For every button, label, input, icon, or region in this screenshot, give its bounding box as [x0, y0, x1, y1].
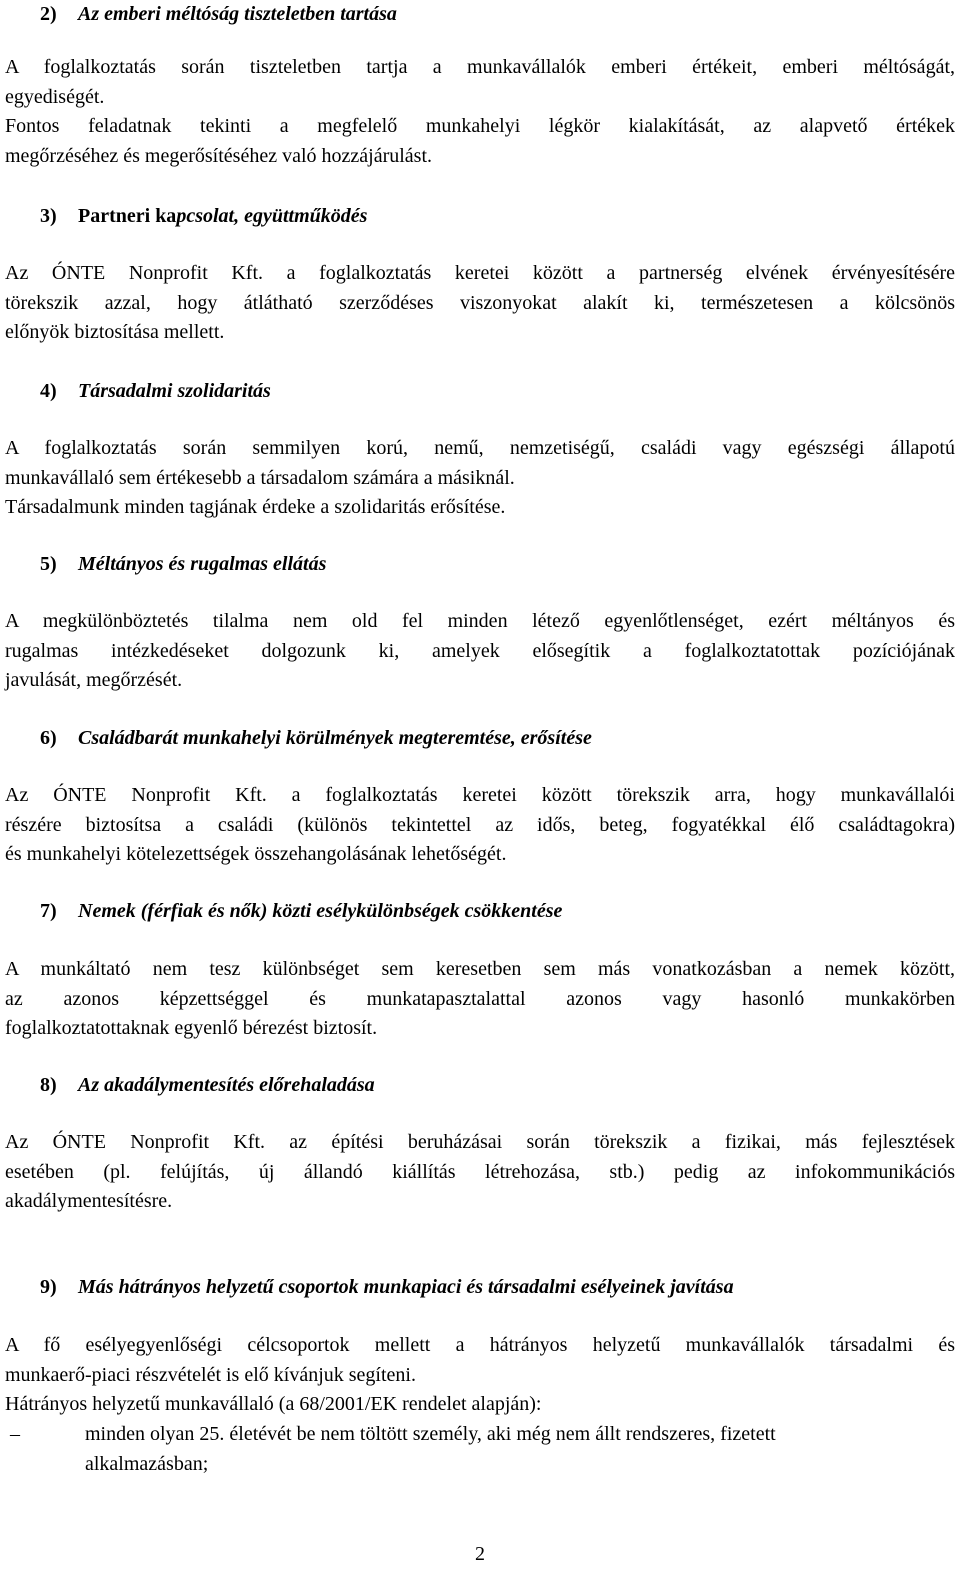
section-title: Más hátrányos helyzetű csoportok munkapiaci és társadalmi esélyeinek javítása [78, 1276, 734, 1298]
text-line: A munkáltató nem tesz különbséget sem keresetben sem más vonatkozásban a nemek között, [5, 958, 955, 980]
section-title: Az akadálymentesítés előrehaladása [78, 1074, 375, 1096]
section-title-italic: pcsolat, együttműködés [176, 205, 368, 227]
text-line: A fő esélyegyenlőségi célcsoportok mellett a hátrányos helyzetű munkavállalók társadalmi és [5, 1334, 955, 1356]
section-number: 4) [40, 380, 57, 402]
text-line: és munkahelyi kötelezettségek összehangolásának lehetőségét. [5, 843, 507, 865]
paragraph-7 [5, 955, 955, 1044]
text-line: Hátrányos helyzetű munkavállaló (a 68/2001/EK rendelet alapján): [5, 1393, 542, 1415]
text-line: Társadalmunk minden tagjának érdeke a szolidaritás erősítése. [5, 496, 506, 518]
section-heading-2 [40, 3, 397, 26]
page-number: 2 [475, 1543, 485, 1565]
section-heading-3 [40, 205, 367, 228]
text-line: munkaerő-piaci részvételét is elő kívánjuk segíteni. [5, 1363, 416, 1386]
section-title-plain: Partneri ka [78, 205, 177, 227]
section-number: 8) [40, 1074, 57, 1096]
text-line: A megkülönböztetés tilalma nem old fel minden létező egyenlőtlenséget, ezért méltányos és [5, 610, 955, 632]
text-line: esetében (pl. felújítás, új állandó kiállítás létrehozása, stb.) pedig az infokommunikációs [5, 1160, 955, 1183]
text-line: az azonos képzettséggel és munkatapasztalattal azonos vagy hasonló munkakörben [5, 987, 955, 1010]
section-number: 2) [40, 3, 57, 25]
section-heading-9 [40, 1276, 734, 1299]
section-title: Nemek (férfiak és nők) közti esélykülönbségek csökkentése [78, 900, 563, 922]
list-item [5, 1420, 955, 1480]
paragraph-2 [5, 53, 955, 171]
text-line: megőrzéséhez és megerősítéséhez való hozzájárulást. [5, 144, 433, 167]
section-heading-4 [40, 380, 271, 403]
text-line: Az ÓNTE Nonprofit Kft. az építési beruházásai során törekszik a fizikai, más fejlesztések [5, 1131, 955, 1153]
section-number: 5) [40, 553, 57, 575]
paragraph-4 [5, 434, 955, 523]
text-line: foglalkoztatottaknak egyenlő bérezést biztosít. [5, 1017, 378, 1039]
text-line: Az ÓNTE Nonprofit Kft. a foglalkoztatás keretei között törekszik arra, hogy munkavállalói [5, 784, 955, 806]
dash-bullet: – [10, 1423, 20, 1445]
text-line: Az ÓNTE Nonprofit Kft. a foglalkoztatás keretei között a partnerség elvének érvényesítésére [5, 262, 955, 284]
section-heading-8 [40, 1074, 375, 1097]
text-line: törekszik azzal, hogy átlátható szerződéses viszonyokat alakít ki, természetesen a kölcsönös [5, 291, 955, 314]
section-title: Az emberi méltóság tiszteletben tartása [78, 3, 397, 25]
list-item-text [85, 1420, 955, 1479]
section-number: 3) [40, 205, 57, 227]
paragraph-3 [5, 259, 955, 348]
paragraph-8 [5, 1128, 955, 1217]
text-line: A foglalkoztatás során tiszteletben tartja a munkavállalók emberi értékeit, emberi méltóságát, [5, 56, 955, 78]
text-line: alkalmazásban; [85, 1452, 209, 1475]
section-heading-7 [40, 900, 562, 923]
section-number: 9) [40, 1276, 57, 1298]
section-title: Méltányos és rugalmas ellátás [78, 553, 327, 575]
section-number: 7) [40, 900, 57, 922]
section-heading-5 [40, 553, 326, 576]
text-line: munkavállaló sem értékesebb a társadalom számára a másiknál. [5, 466, 515, 489]
text-line: A foglalkoztatás során semmilyen korú, nemű, nemzetiségű, családi vagy egészségi állapotú [5, 437, 955, 459]
text-line: részére biztosítsa a családi (különös tekintettel az idős, beteg, fogyatékkal élő családtagokra) [5, 813, 955, 836]
text-line: akadálymentesítésre. [5, 1190, 173, 1212]
section-title: Társadalmi szolidaritás [78, 380, 271, 402]
section-heading-6 [40, 727, 592, 750]
section-title: Családbarát munkahelyi körülmények megteremtése, erősítése [78, 727, 592, 749]
section-number: 6) [40, 727, 57, 749]
paragraph-6 [5, 781, 955, 870]
text-line: rugalmas intézkedéseket dolgozunk ki, amelyek elősegítik a foglalkoztatottak pozíciójának [5, 639, 955, 662]
text-line: egyediségét. [5, 85, 105, 108]
text-line: minden olyan 25. életévét be nem töltött személy, aki még nem állt rendszeres, fizetett [85, 1423, 776, 1445]
paragraph-5 [5, 607, 955, 696]
text-line: Fontos feladatnak tekinti a megfelelő munkahelyi légkör kialakítását, az alapvető értékek [5, 115, 955, 137]
text-line: javulását, megőrzését. [5, 669, 183, 691]
paragraph-9 [5, 1331, 955, 1420]
text-line: előnyök biztosítása mellett. [5, 321, 225, 343]
